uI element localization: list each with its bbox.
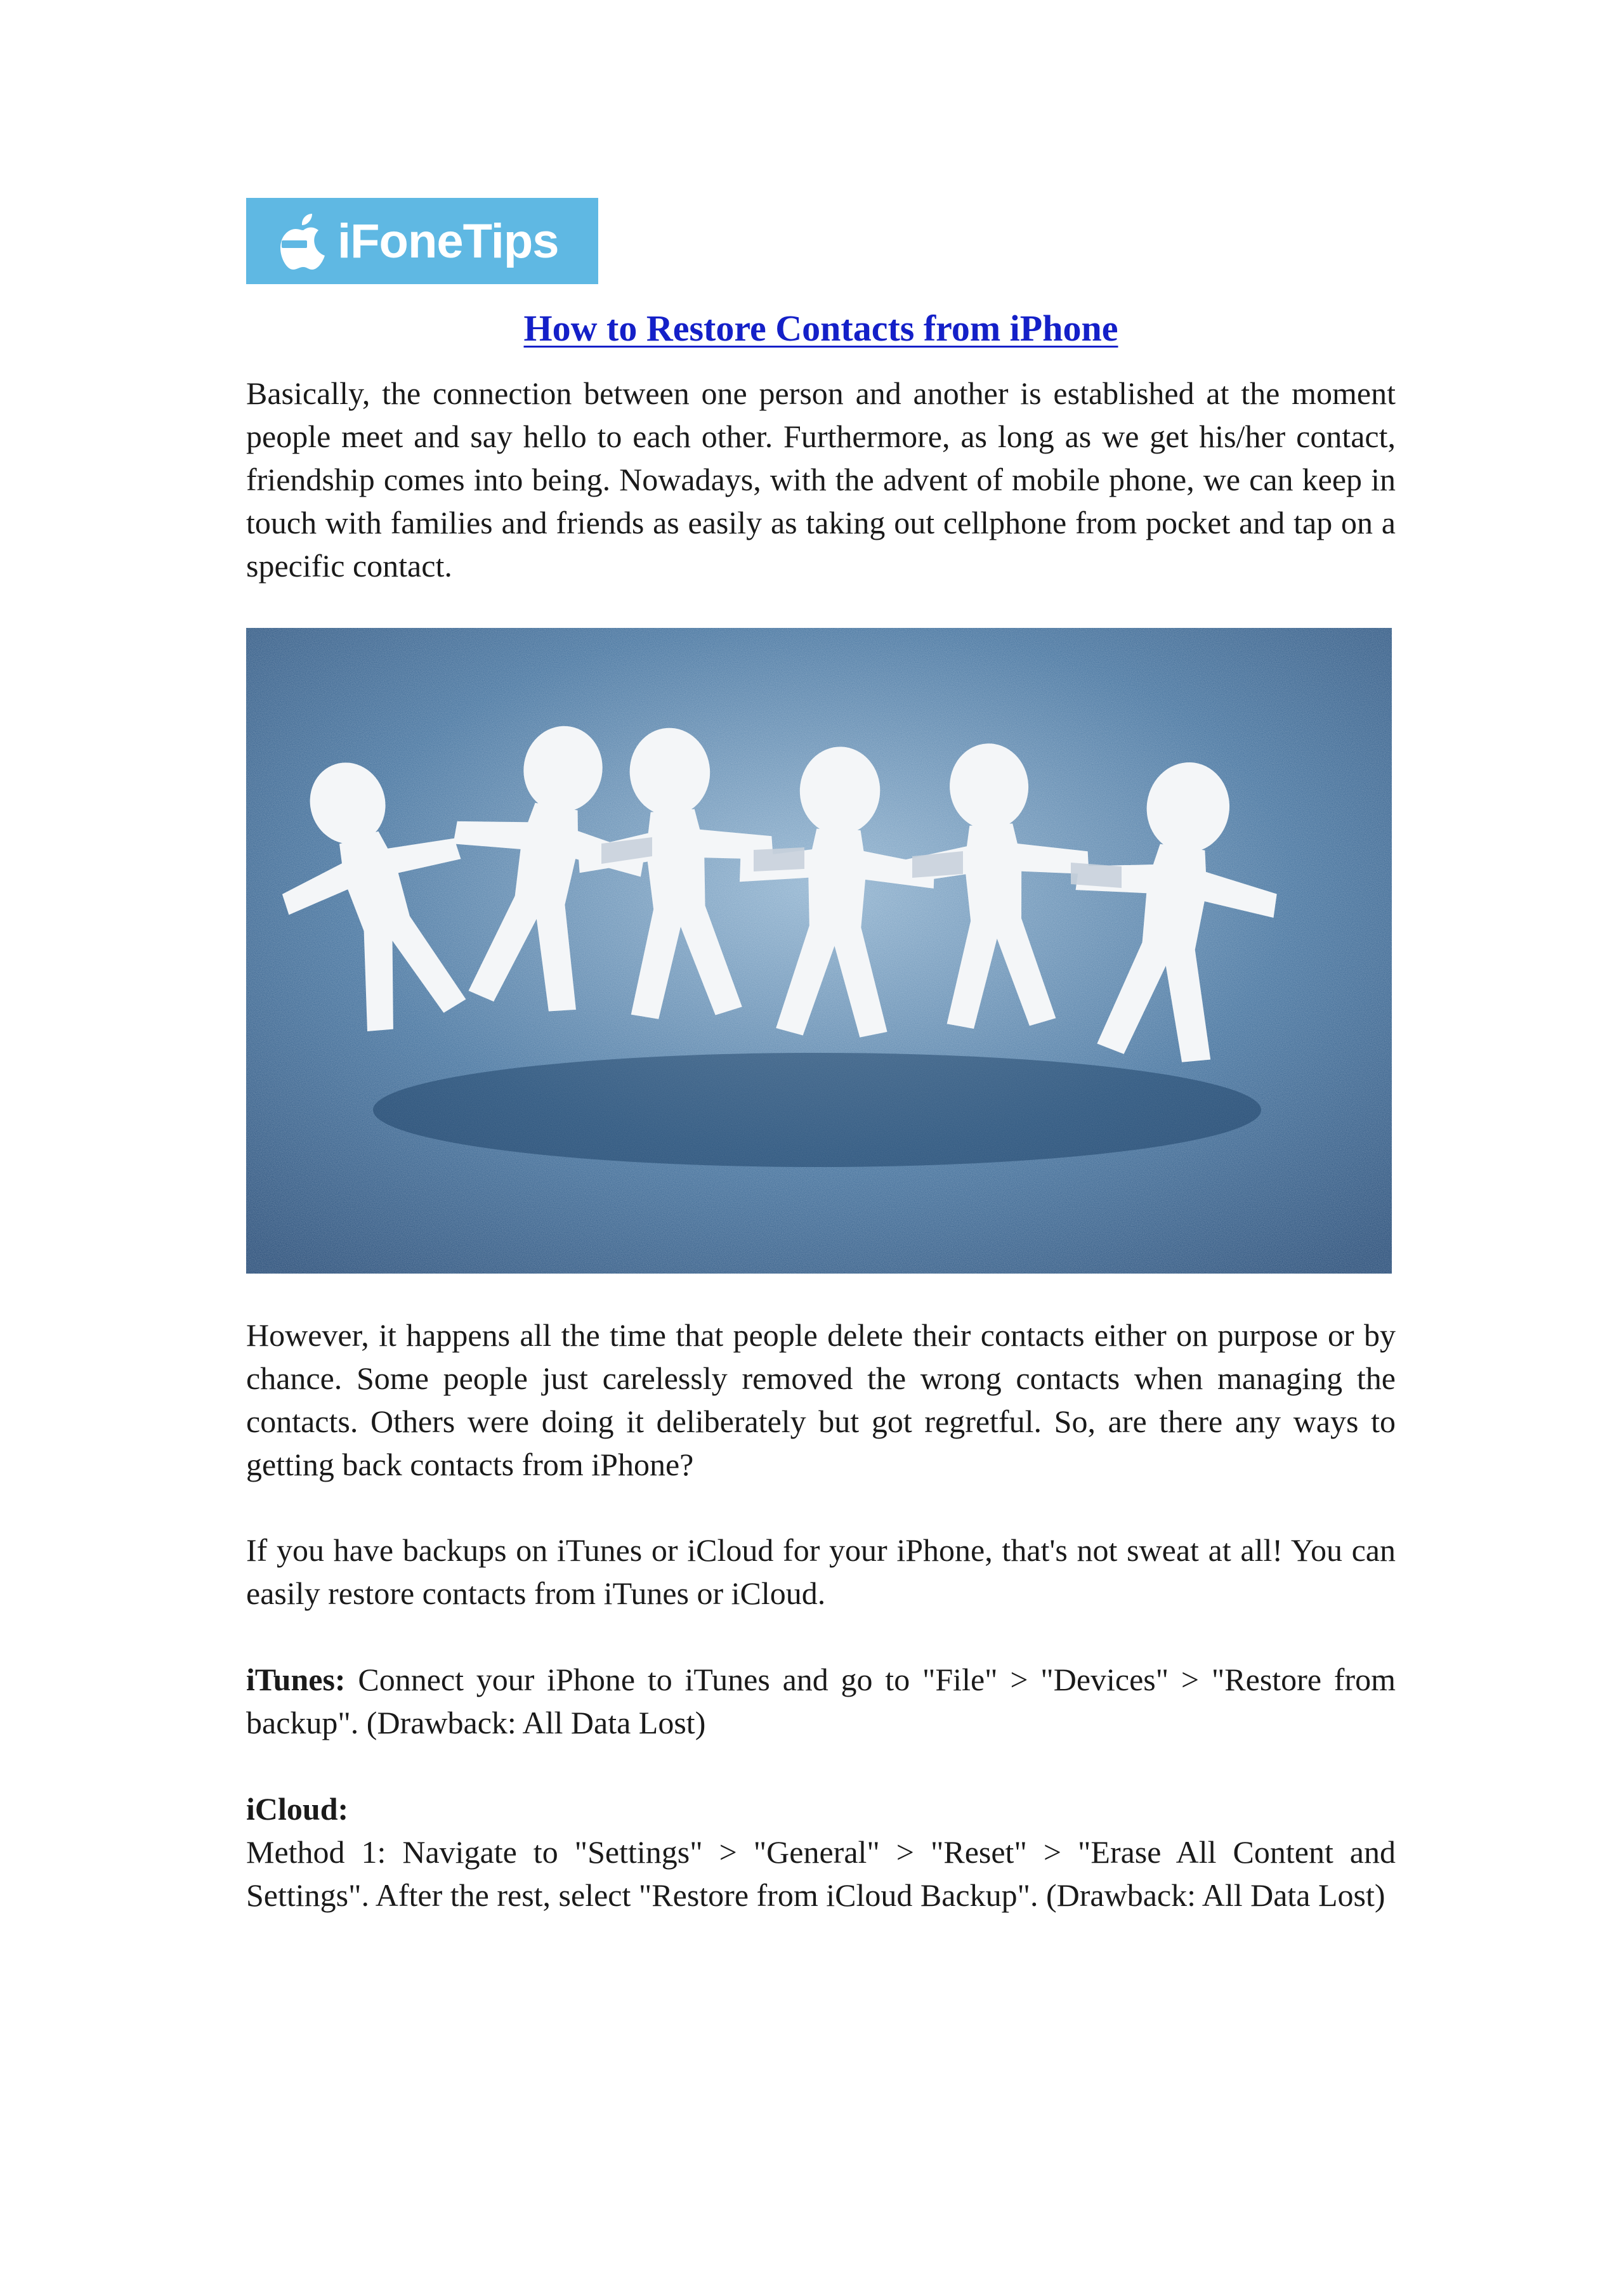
icloud-method-1: Method 1: Navigate to "Settings" > "General" > "Reset" > "Erase All Content and Settings". After the rest, select "Restore from iCloud Backup". (Drawback: All Data Lost) [246, 1834, 1396, 1913]
paragraph-deleted-contacts: However, it happens all the time that people delete their contacts either on purpose or by chance. Some people just carelessly removed the wrong contacts when managing the contacts. Others were doing it deliberately but got regretful. So, are there any ways to getting back contacts from iPhone? [246, 1317, 1396, 1482]
itunes-text: Connect your iPhone to iTunes and go to "File" > "Devices" > "Restore from backup". (Drawback: All Data Lost) [246, 1662, 1396, 1740]
ifonetips-logo[interactable] [246, 198, 598, 284]
paper-people-chain-image [246, 628, 1392, 1274]
intro-paragraph: Basically, the connection between one person and another is established at the moment people meet and say hello to each other. Furthermore, as long as we get his/her contact, friendship comes into being. Nowadays, with the advent of mobile phone, we can keep in touch with families and friends as easily as taking out cellphone from pocket and tap on a specific contact. [246, 375, 1396, 584]
logo-text: iFoneTips [337, 214, 559, 268]
icloud-heading: iCloud: [246, 1791, 349, 1827]
itunes-section [246, 1658, 1396, 1744]
paragraph-backups: If you have backups on iTunes or iCloud for your iPhone, that's not sweat at all! You can easily restore contacts from iTunes or iCloud. [246, 1532, 1396, 1611]
page-title[interactable]: How to Restore Contacts from iPhone [523, 308, 1118, 349]
apple-logo-icon [278, 211, 329, 271]
hero-image [246, 628, 1392, 1274]
itunes-label: iTunes: [246, 1662, 346, 1697]
